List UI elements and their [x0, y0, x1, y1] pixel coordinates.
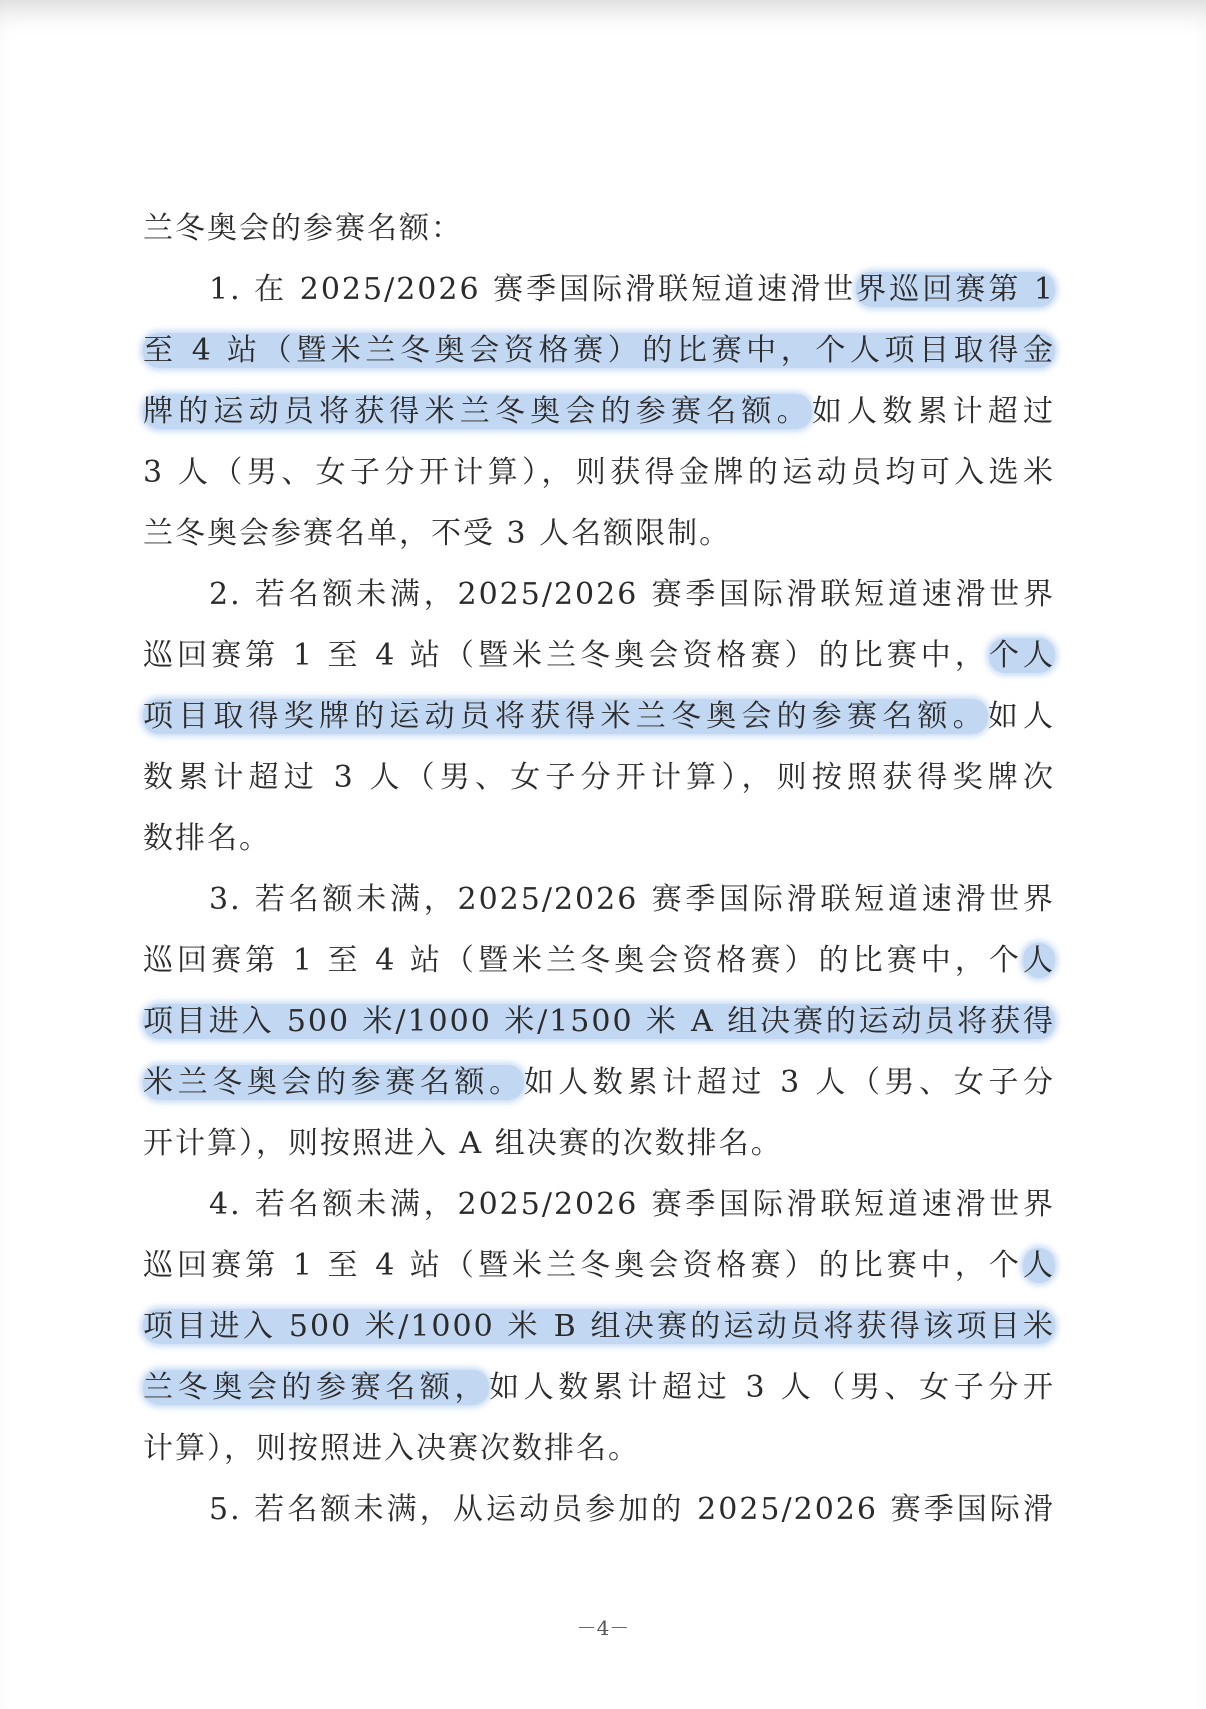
text-line: 数排名。 — [143, 821, 271, 856]
page-number: －4－ — [576, 1616, 630, 1640]
document-body — [143, 198, 1055, 1540]
text-line: 开计算），则按照进入 A 组决赛的次数排名。 — [143, 1126, 783, 1161]
text-line: 1. 在 2025/2026 赛季国际滑联短道速滑世界巡回赛第 1 — [209, 272, 1055, 307]
text-line: 3 人（男、女子分开计算），则获得金牌的运动员均可入选米 — [143, 455, 1055, 490]
highlighted-text: 米兰冬奥会的参赛名额。 — [143, 1065, 524, 1100]
text-line — [143, 320, 1055, 381]
text-line: 计算），则按照进入决赛次数排名。 — [143, 1431, 640, 1466]
text-line: 5. 若名额未满，从运动员参加的 2025/2026 赛季国际滑 — [209, 1492, 1055, 1527]
highlighted-text: 项目进入 500 米/1000 米/1500 米 A 组决赛的运动员将获得 — [143, 1004, 1055, 1039]
text-line: 米兰冬奥会的参赛名额。如人数累计超过 3 人（男、女子分 — [143, 1065, 1055, 1100]
highlighted-text: 牌的运动员将获得米兰冬奥会的参赛名额。 — [143, 394, 812, 429]
text-line: 兰冬奥会的参赛名额，如人数累计超过 3 人（男、女子分开 — [143, 1370, 1055, 1405]
text-line: 牌的运动员将获得米兰冬奥会的参赛名额。如人数累计超过 — [143, 394, 1056, 429]
highlighted-text: 人 — [1023, 1248, 1055, 1283]
highlighted-text: 兰冬奥会的参赛名额， — [143, 1370, 490, 1405]
text-line: 2. 若名额未满，2025/2026 赛季国际滑联短道速滑世界 — [209, 577, 1055, 612]
text-line: 4. 若名额未满，2025/2026 赛季国际滑联短道速滑世界 — [209, 1187, 1055, 1222]
text-line: 兰冬奥会的参赛名额： — [143, 211, 463, 246]
highlighted-text: 至 4 站（暨米兰冬奥会资格赛）的比赛中，个人项目取得金 — [143, 333, 1055, 368]
text-line: 项目取得奖牌的运动员将获得米兰冬奥会的参赛名额。如人 — [143, 699, 1056, 734]
text-line — [143, 1296, 1055, 1357]
text-line: 数累计超过 3 人（男、女子分开计算），则按照获得奖牌次 — [143, 760, 1055, 795]
text-line: 巡回赛第 1 至 4 站（暨米兰冬奥会资格赛）的比赛中，个人 — [143, 1248, 1055, 1283]
highlighted-text: 项目取得奖牌的运动员将获得米兰冬奥会的参赛名额。 — [143, 699, 988, 734]
text-line: 3. 若名额未满，2025/2026 赛季国际滑联短道速滑世界 — [209, 882, 1055, 917]
highlighted-text: 人 — [1023, 943, 1055, 978]
text-line: 巡回赛第 1 至 4 站（暨米兰冬奥会资格赛）的比赛中，个人 — [143, 638, 1055, 673]
text-line: 巡回赛第 1 至 4 站（暨米兰冬奥会资格赛）的比赛中，个人 — [143, 943, 1055, 978]
highlighted-text: 项目进入 500 米/1000 米 B 组决赛的运动员将获得该项目米 — [143, 1309, 1055, 1344]
text-line — [143, 991, 1055, 1052]
highlighted-text: 个人 — [988, 638, 1055, 673]
text-line: 兰冬奥会参赛名单，不受 3 人名额限制。 — [143, 516, 732, 551]
highlighted-text: 界巡回赛第 1 — [856, 272, 1055, 307]
